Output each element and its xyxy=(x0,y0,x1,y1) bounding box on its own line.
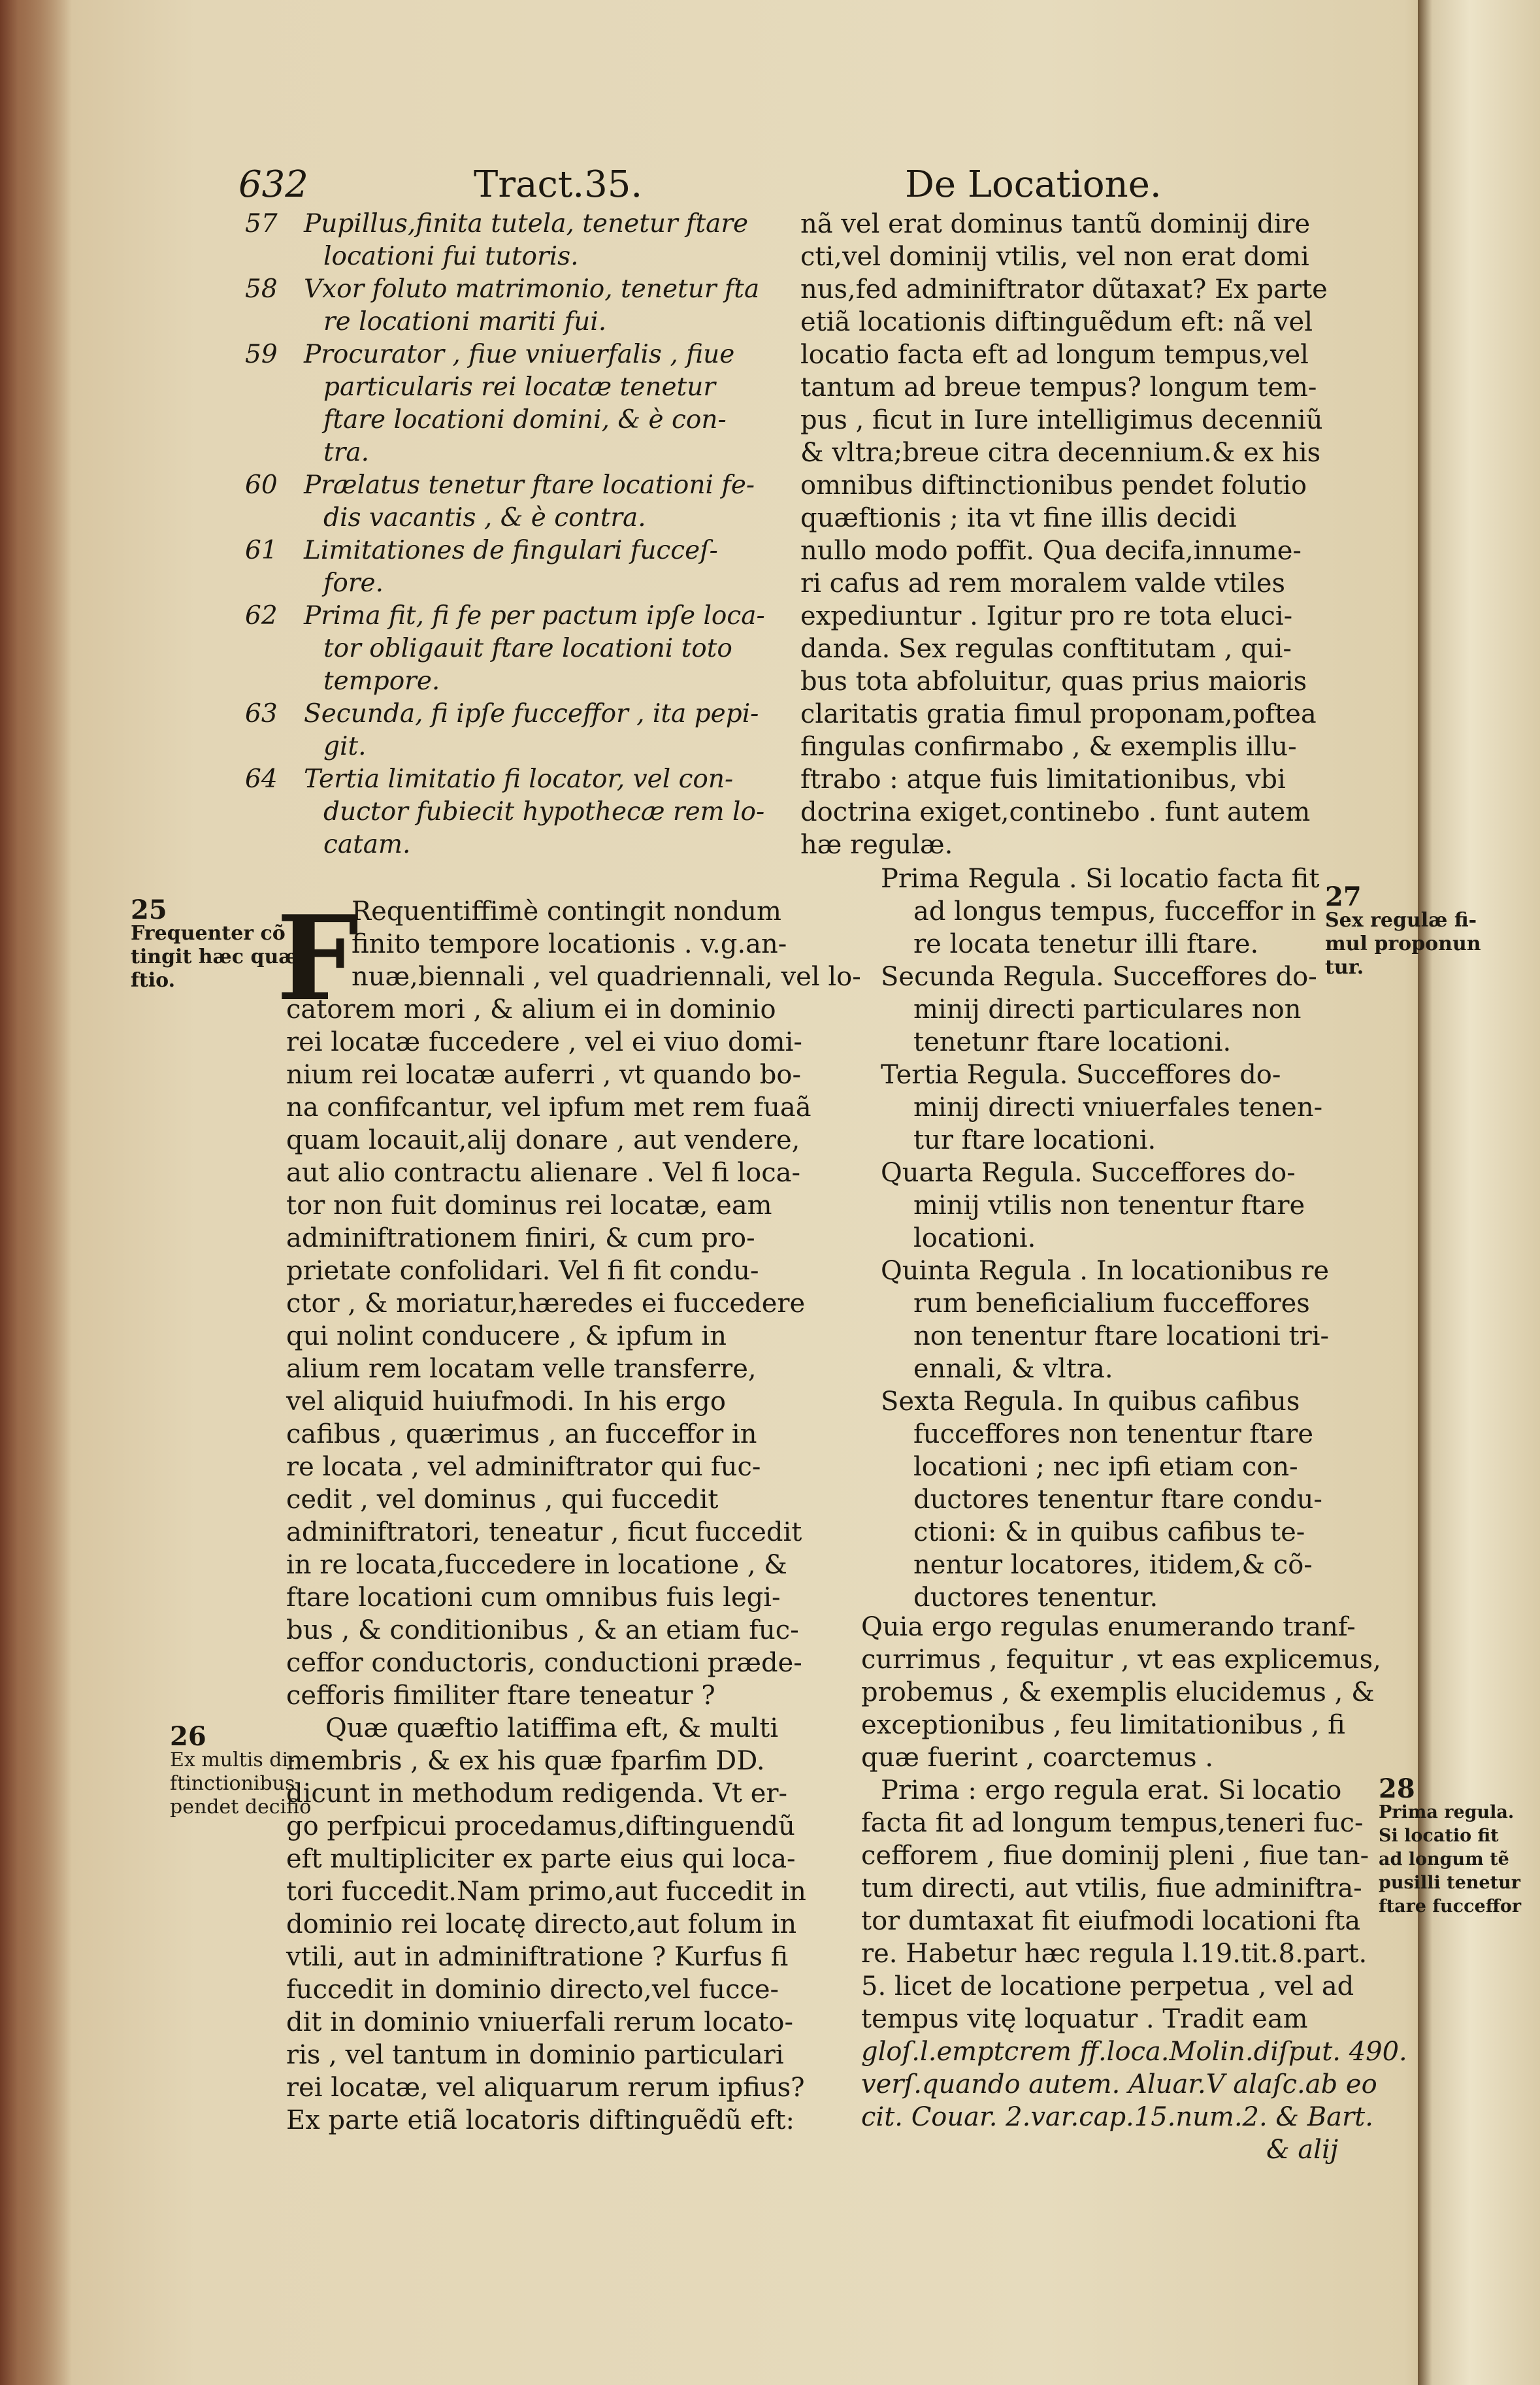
rule-line: Sexta Regula. In quibus cafibus xyxy=(881,1387,1300,1417)
margin-note-line: ad longum tẽ xyxy=(1379,1849,1509,1869)
margin-note-line: Prima regula. xyxy=(1379,1802,1515,1822)
rule-line: locationi. xyxy=(913,1223,1036,1253)
summary-entry-line xyxy=(245,208,787,240)
summary-text-line: hæ regulæ. xyxy=(800,830,953,860)
summary-entry-text: tempore. xyxy=(323,666,440,696)
main-text-line: nium rei locatæ auferri , vt quando bo- xyxy=(286,1060,802,1090)
main-text-line: adminiftrationem finiri, & cum pro- xyxy=(286,1223,755,1253)
main-text-line: tempus vitę loquatur . Tradit eam xyxy=(861,2004,1308,2034)
main-text-line: cit. Couar. 2.var.cap.15.num.2. & Bart. xyxy=(861,2102,1373,2132)
summary-text-line: quæftionis ; ita vt fine illis decidi xyxy=(800,503,1237,533)
rule-line: ad longus tempus, fucceffor in xyxy=(913,896,1317,927)
summary-entry-text: tor obligauit ftare locationi toto xyxy=(323,634,732,663)
summary-left-column xyxy=(245,208,787,861)
margin-note-line: mul proponun xyxy=(1325,932,1481,955)
summary-entry-line xyxy=(245,306,787,338)
summary-text-line: locatio facta eft ad longum tempus,vel xyxy=(800,340,1309,370)
main-text-line: re locata , vel adminiftrator qui fuc- xyxy=(286,1452,761,1482)
main-text-line: quæ fuerint , coarctemus . xyxy=(861,1743,1214,1773)
summary-entry-line xyxy=(245,633,787,665)
main-text-line: vtili, aut in adminiftratione ? Kurfus fi xyxy=(286,1942,789,1972)
summary-entry-number: 57 xyxy=(245,209,278,238)
summary-text-line: nã vel erat dominus tantũ dominij dire xyxy=(800,209,1311,239)
rule-line: locationi ; nec ipfi etiam con- xyxy=(913,1452,1298,1482)
rule-line: Quinta Regula . In locationibus re xyxy=(881,1256,1329,1286)
summary-entry-text: Tertia limitatio fi locator, vel con- xyxy=(304,765,734,794)
margin-note-line: Frequenter cõ xyxy=(131,922,286,945)
rule-line: nentur locatores, itidem,& cõ- xyxy=(913,1550,1313,1580)
summary-text-line: omnibus diftinctionibus pendet folutio xyxy=(800,470,1307,501)
main-text-line: re. Habetur hæc regula l.19.tit.8.part. xyxy=(861,1939,1368,1969)
main-text-line: facta fit ad longum tempus,teneri fuc- xyxy=(861,1808,1364,1838)
main-text-line: adminiftratori, teneatur , ficut fuccedit xyxy=(286,1517,802,1547)
rule-line: tenetunr ftare locationi. xyxy=(913,1027,1232,1057)
summary-entry-line xyxy=(245,535,787,567)
summary-entry-text: tra. xyxy=(323,438,369,467)
summary-entry-text: locationi fui tutoris. xyxy=(323,242,579,271)
margin-note-26 xyxy=(170,1721,312,1819)
summary-entry-text: Limitationes de fingulari fucceſ- xyxy=(304,536,718,565)
main-text-line: cefforem , fiue dominij pleni , fiue tan- xyxy=(861,1841,1369,1871)
summary-entry-line xyxy=(245,763,787,796)
rule-line: ctioni: & in quibus cafibus te- xyxy=(913,1517,1305,1547)
rule-line: fucceffores non tenentur ftare xyxy=(913,1419,1314,1449)
margin-note-line: Ex multis di- xyxy=(170,1749,295,1771)
summary-entry-text: Secunda, fi ipſe fucceffor , ita pepi- xyxy=(304,699,759,729)
rule-line: minij directi vniuerfales tenen- xyxy=(913,1093,1323,1123)
summary-text-line: ri cafus ad rem moralem valde vtiles xyxy=(800,568,1286,599)
summary-entry-line xyxy=(245,502,787,535)
summary-entry-line xyxy=(245,338,787,371)
summary-entry-text: ftare locationi domini, & è con- xyxy=(323,405,727,435)
summary-text-line: ftrabo : atque fuis limitationibus, vbi xyxy=(800,765,1286,795)
margin-note-line: ftare fucceffor xyxy=(1379,1896,1522,1916)
main-text-line: 5. licet de locatione perpetua , vel ad xyxy=(861,1971,1354,2001)
summary-entry-line xyxy=(245,469,787,502)
summary-entry-text: particularis rei locatæ tenetur xyxy=(323,372,715,402)
folio-number: 632 xyxy=(238,163,308,206)
summary-entry-line xyxy=(245,698,787,731)
main-text-line: Quæ quæftio latiffima eft, & multi xyxy=(325,1713,779,1743)
summary-text-line: doctrina exiget,continebo . funt autem xyxy=(800,797,1311,827)
summary-text-line: bus tota abfoluitur, quas prius maioris xyxy=(800,666,1307,697)
summary-entry-text: Procurator , fiue vniuerfalis , fiue xyxy=(304,340,735,369)
rule-line: non tenentur ftare locationi tri- xyxy=(913,1321,1330,1351)
summary-entry-line xyxy=(245,731,787,763)
main-text-line: tum directi, aut vtilis, fiue adminiftra- xyxy=(861,1873,1362,1903)
main-text-line: cafibus , quærimus , an fucceffor in xyxy=(286,1419,757,1449)
rule-line: Quarta Regula. Succeffores do- xyxy=(881,1158,1296,1188)
summary-entry-text: Prima fit, fi fe per pactum ipſe loca- xyxy=(304,601,765,631)
main-text-line: membris , & ex his quæ fparfim DD. xyxy=(286,1746,765,1776)
summary-text-line: danda. Sex regulas conftitutam , qui- xyxy=(800,634,1292,664)
summary-text-line: etiã locationis diftinguẽdum eft: nã vel xyxy=(800,307,1313,337)
main-text-line: rei locatæ, vel aliquarum rerum ipfius? xyxy=(286,2073,805,2103)
summary-entry-line xyxy=(245,600,787,633)
main-text-line: verſ.quando autem. Aluar.V alaſc.ab eo xyxy=(861,2069,1377,2099)
summary-entry-text: Pupillus,finita tutela, tenetur ftare xyxy=(304,209,749,238)
summary-entry-line xyxy=(245,436,787,469)
summary-entry-text: git. xyxy=(323,732,367,761)
summary-entry-line xyxy=(245,240,787,273)
summary-text-line: expediuntur . Igitur pro re tota eluci- xyxy=(800,601,1293,631)
main-text-line: rei locatæ fuccedere , vel ei viuo domi- xyxy=(286,1027,802,1057)
main-text-line: bus , & conditionibus , & an etiam fuc- xyxy=(286,1615,799,1645)
summary-entry-number: 58 xyxy=(245,274,278,304)
main-text-line: dominio rei locatę directo,aut folum in xyxy=(286,1909,797,1939)
summary-entry-text: ductor fubiecit hypothecæ rem lo- xyxy=(323,797,765,827)
main-text-line: ftare locationi cum omnibus fuis legi- xyxy=(286,1583,781,1613)
summary-text-line: nullo modo poffit. Qua decifa,innume- xyxy=(800,536,1302,566)
summary-text-line: nus,fed adminiftrator dũtaxat? Ex parte xyxy=(800,274,1328,304)
main-text-line: exceptionibus , feu limitationibus , fi xyxy=(861,1710,1345,1740)
margin-note-line: tingit hæc quæ xyxy=(131,946,298,968)
rule-line: minij directi particulares non xyxy=(913,995,1302,1025)
rule-line: ennali, & vltra. xyxy=(913,1354,1113,1384)
main-text-line: finito tempore locationis . v.g.an- xyxy=(352,929,787,959)
summary-entry-line xyxy=(245,796,787,829)
summary-entry-text: catam. xyxy=(323,830,411,859)
margin-note-line: tur. xyxy=(1325,956,1364,979)
main-text-line: tor dumtaxat fit eiufmodi locationi fta xyxy=(861,1906,1361,1936)
facing-page-edge xyxy=(1418,0,1540,2385)
tract-label: Tract.35. xyxy=(474,163,643,206)
margin-note-line: Sex regulæ fi- xyxy=(1325,909,1477,932)
summary-entry-text: fore. xyxy=(323,568,384,598)
summary-entry-line xyxy=(245,273,787,306)
main-text-line: gloſ.l.emptcrem ff.loca.Molin.diſput. 490. xyxy=(861,2037,1407,2067)
main-text-line: ctor , & moriatur,hæredes ei fuccedere xyxy=(286,1289,806,1319)
margin-note-number: 28 xyxy=(1379,1773,1415,1804)
main-text-line: cedit , vel dominus , qui fuccedit xyxy=(286,1485,719,1515)
margin-note-27 xyxy=(1325,881,1481,979)
margin-note-line: pendet decifio xyxy=(170,1796,312,1818)
rule-line: re locata tenetur illi ftare. xyxy=(913,929,1259,959)
main-text-line: Prima : ergo regula erat. Si locatio xyxy=(881,1775,1342,1805)
margin-note-number: 25 xyxy=(131,895,167,925)
summary-entry-text: re locationi mariti fui. xyxy=(323,307,607,337)
summary-entry-number: 59 xyxy=(245,340,278,369)
main-text-line: ceffor conductoris, conductioni præde- xyxy=(286,1648,802,1678)
margin-note-28 xyxy=(1379,1773,1522,1918)
main-text-line: cefforis fimiliter ftare teneatur ? xyxy=(286,1681,715,1711)
margin-note-25 xyxy=(131,895,298,993)
main-text-line: ris , vel tantum in dominio particulari xyxy=(286,2040,784,2070)
main-text-line: dit in dominio vniuerfali rerum locato- xyxy=(286,2007,793,2037)
main-text-line: probemus , & exemplis elucidemus , & xyxy=(861,1677,1375,1707)
main-text-line: Quia ergo regulas enumerando tranf- xyxy=(861,1612,1356,1642)
margin-note-number: 27 xyxy=(1325,881,1362,912)
summary-entry-number: 63 xyxy=(245,699,278,729)
main-text-line: eft multipliciter ex parte eius qui loca- xyxy=(286,1844,796,1874)
drop-capital: F xyxy=(276,890,359,1027)
main-text-line: quam locauit,alij donare , aut vendere, xyxy=(286,1125,800,1155)
summary-entry-line xyxy=(245,371,787,404)
main-text-line: in re locata,fuccedere in locatione , & xyxy=(286,1550,787,1580)
summary-entry-line xyxy=(245,567,787,600)
summary-text-line: tantum ad breue tempus? longum tem- xyxy=(800,372,1317,403)
summary-text-line: & vltra;breue citra decennium.& ex his xyxy=(800,438,1321,468)
main-text-line: catorem mori , & alium ei in dominio xyxy=(286,995,776,1025)
margin-note-line: Si locatio fit xyxy=(1379,1826,1499,1846)
rule-line: Secunda Regula. Succeffores do- xyxy=(881,962,1317,992)
summary-entry-text: Vxor foluto matrimonio, tenetur fta xyxy=(304,274,760,304)
summary-entry-number: 61 xyxy=(245,536,278,565)
main-text-line: nuæ,biennali , vel quadriennali, vel lo- xyxy=(352,962,861,992)
margin-note-number: 26 xyxy=(170,1721,206,1752)
main-text-line: tori fuccedit.Nam primo,aut fuccedit in xyxy=(286,1877,806,1907)
main-text-line: na confifcantur, vel ipfum met rem fuaã xyxy=(286,1093,811,1123)
rule-line: tur ftare locationi. xyxy=(913,1125,1156,1155)
summary-entry-line xyxy=(245,829,787,861)
summary-right-column xyxy=(800,208,1328,861)
summary-text-line: claritatis gratia fimul proponam,poftea xyxy=(800,699,1317,729)
main-text-line: fuccedit in dominio directo,vel fucce- xyxy=(286,1975,779,2005)
main-text-line: Requentiffimè contingit nondum xyxy=(352,896,781,927)
margin-note-line: pusilli tenetur xyxy=(1379,1873,1520,1893)
summary-entry-number: 62 xyxy=(245,601,278,631)
main-text-line: prietate confolidari. Vel fi fit condu- xyxy=(286,1256,759,1286)
summary-text-line: fingulas confirmabo , & exemplis illu- xyxy=(800,732,1297,762)
spine-shadow xyxy=(0,0,72,2385)
summary-entry-line xyxy=(245,665,787,698)
rule-line: ductores tenentur. xyxy=(913,1583,1158,1613)
main-text-line: currimus , fequitur , vt eas explicemus, xyxy=(861,1645,1381,1675)
main-text-line: aut alio contractu alienare . Vel fi loca- xyxy=(286,1158,800,1188)
margin-note-line: ftinctionibus xyxy=(170,1772,295,1795)
summary-entry-text: dis vacantis , & è contra. xyxy=(323,503,646,533)
main-text-line: go perfpicui procedamus,diftinguendũ xyxy=(286,1811,795,1841)
main-text-line: qui nolint conducere , & ipfum in xyxy=(286,1321,727,1351)
summary-entry-number: 60 xyxy=(245,470,278,500)
margin-note-line: ftio. xyxy=(131,969,176,992)
rules-list xyxy=(861,863,1371,1614)
main-text-line: alium rem locatam velle transferre, xyxy=(286,1354,757,1384)
rule-line: minij vtilis non tenentur ftare xyxy=(913,1191,1305,1221)
main-text-left-column xyxy=(286,895,861,2137)
main-text-line: vel aliquid huiufmodi. In his ergo xyxy=(286,1387,726,1417)
main-text-line: & alij xyxy=(1266,2135,1339,2165)
main-text-line: Ex parte etiã locatoris diftinguẽdũ eft: xyxy=(286,2105,795,2135)
summary-text-line: cti,vel dominij vtilis, vel non erat domi xyxy=(800,242,1309,272)
summary-entry-number: 64 xyxy=(245,765,278,794)
main-text-line: dicunt in methodum redigenda. Vt er- xyxy=(286,1779,788,1809)
rule-line: Tertia Regula. Succeffores do- xyxy=(881,1060,1281,1090)
main-text-line: tor non fuit dominus rei locatæ, eam xyxy=(286,1191,772,1221)
rule-line: rum beneficialium fucceffores xyxy=(913,1289,1310,1319)
summary-entry-text: Prælatus tenetur ftare locationi fe- xyxy=(304,470,755,500)
rule-line: Prima Regula . Si locatio facta fit xyxy=(881,864,1320,894)
running-title: De Locatione. xyxy=(905,163,1162,206)
rule-line: ductores tenentur ftare condu- xyxy=(913,1485,1322,1515)
summary-text-line: pus , ficut in Iure intelligimus decenniũ xyxy=(800,405,1323,435)
summary-entry-line xyxy=(245,404,787,436)
